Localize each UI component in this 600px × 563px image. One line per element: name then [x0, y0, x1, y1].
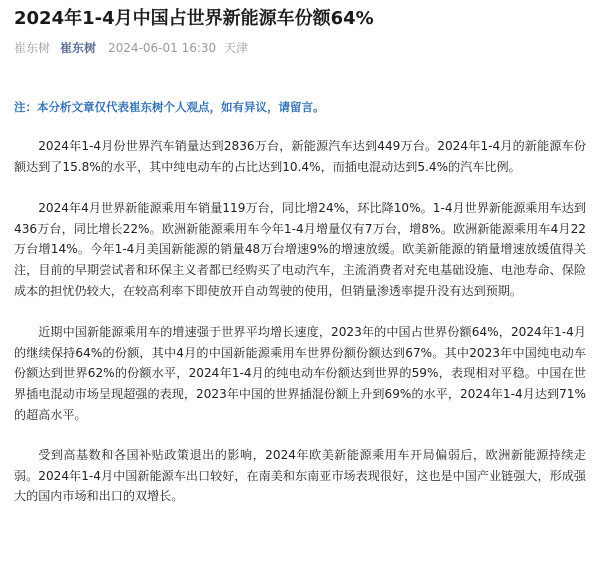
paragraph-3: 近期中国新能源乘用车的增速强于世界平均增长速度，2023年的中国占世界份额64%，2024年1-4月的继续保持64%的份额，其中4月的中国新能源乘用车世界份额份额达到67%。其中2023年中国纯电动车份额达到世界62%的份额水平，2024年1-4月的纯电动车份额达到世界的59%，表现相对平稳。中国在世界插电混动市场呈现超强的表现，2023年中国的世界插混份额上升到69%的水平，2024年1-4月达到71%的超高水平。	[14, 325, 586, 422]
account-link[interactable]: 崔东树	[60, 41, 97, 55]
publish-location: 天津	[224, 41, 249, 55]
publish-datetime: 2024-06-01 16:30	[108, 41, 217, 55]
article-title: 2024年1-4月中国占世界新能源车份额64%	[14, 8, 374, 29]
paragraph-1: 2024年1-4月份世界汽车销量达到2836万台，新能源汽车达到449万台。2024年1-4月的新能源车份额达到了15.8%的水平，其中纯电动车的占比达到10.4%，而插电混动达到5.4%的汽车比例。	[14, 139, 586, 174]
paragraph-2: 2024年4月世界新能源乘用车销量119万台，同比增24%，环比降10%。1-4月世界新能源乘用车达到436万台，同比增长22%。欧洲新能源乘用车今年1-4月增量仅有7万台，增8%。欧洲新能源乘用车4月22万台增14%。今年1-4月美国新能源的销量48万台增速9%的增速放缓。欧美新能源的销量增速放缓值得关注，目前的早期尝试者和环保主义者都已经购买了电动汽车，主流消费者对充电基础设施、电池寿命、保险成本的担忧仍较大，在较高利率下即使放开自动驾驶的使用，但销量渗透率提升没有达到预期。	[14, 201, 586, 298]
author-name: 崔东树	[14, 41, 51, 55]
paragraph-4: 受到高基数和各国补贴政策退出的影响，2024年欧美新能源乘用车开局偏弱后，欧洲新能源持续走弱。2024年1-4月中国新能源车出口较好，在南美和东南亚市场表现很好，这也是中国产业链强大，形成强大的国内市场和出口的双增长。	[14, 448, 586, 504]
article-meta	[14, 40, 586, 56]
disclaimer-note: 注：本分析文章仅代表崔东树个人观点，如有异议，请留言。	[14, 100, 325, 114]
